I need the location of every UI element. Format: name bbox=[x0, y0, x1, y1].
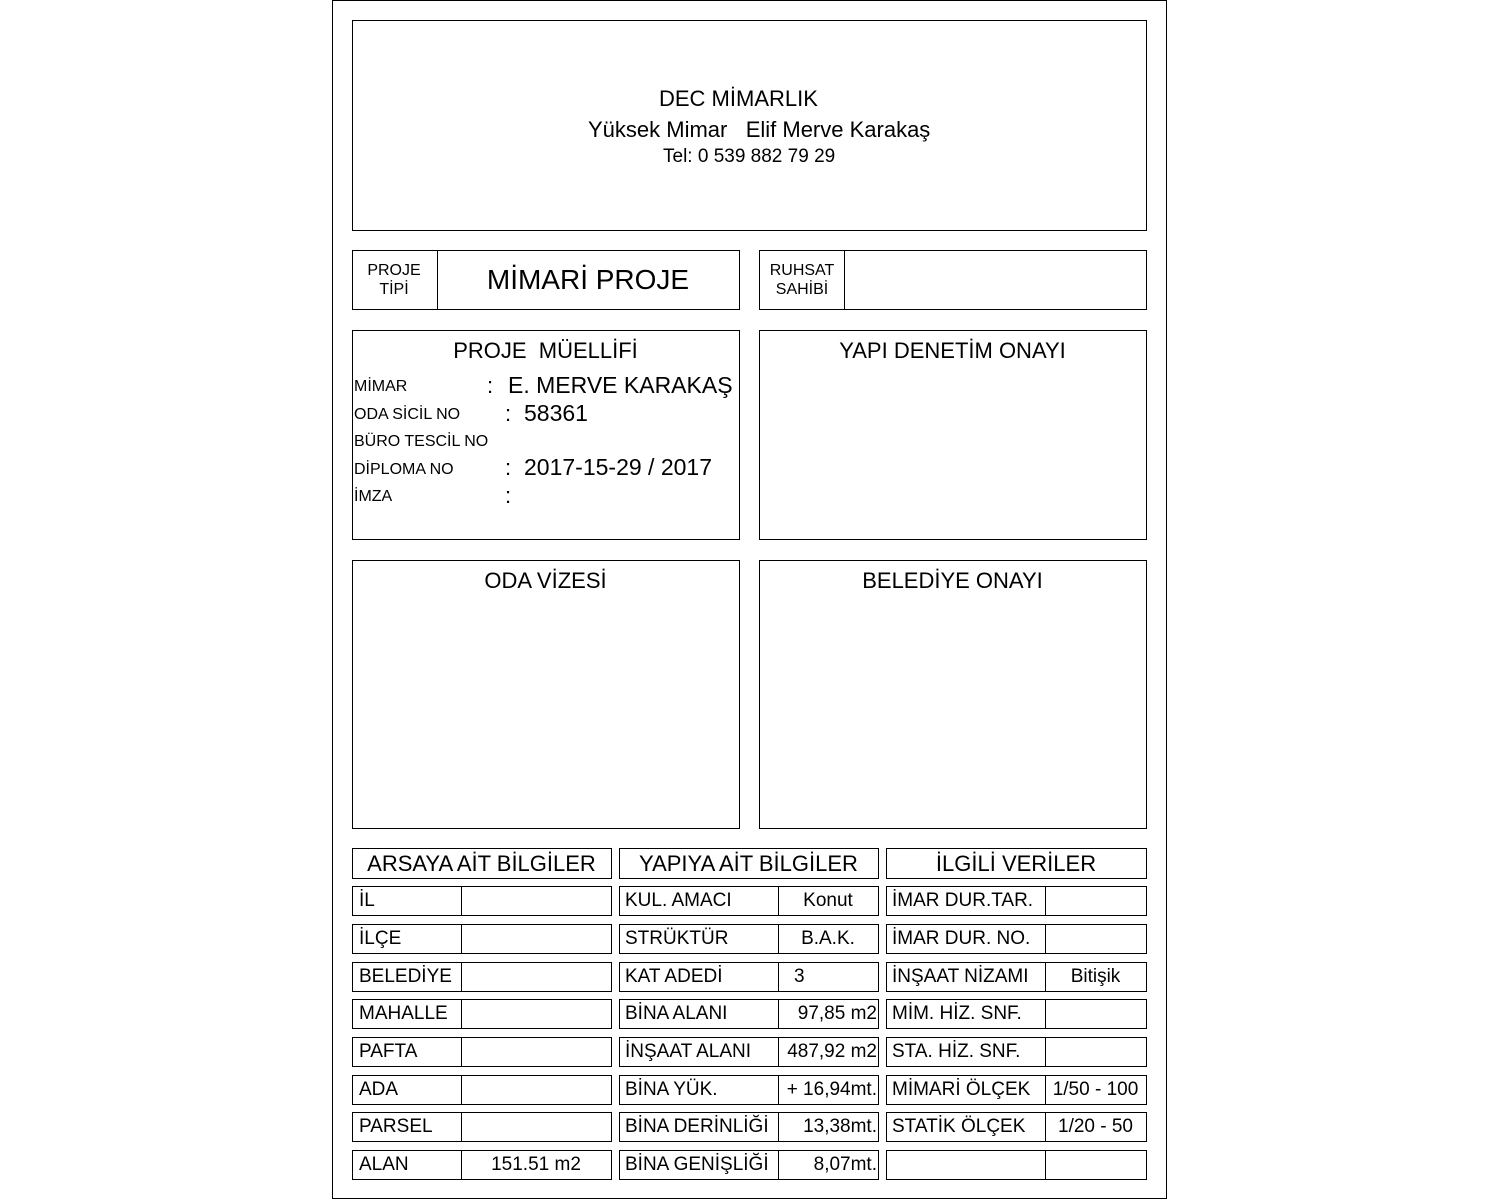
imza-label: İMZA bbox=[354, 488, 393, 505]
yapi-denetim-box bbox=[759, 330, 1147, 540]
mimar-value: E. MERVE KARAKAŞ bbox=[508, 372, 733, 398]
oda-vizesi-title: ODA VİZESİ bbox=[484, 568, 607, 593]
row-label: MİM. HİZ. SNF. bbox=[892, 1003, 1022, 1024]
permit-owner-label-2: SAHİBİ bbox=[775, 281, 829, 298]
oda-vizesi-box bbox=[352, 560, 740, 829]
imza-colon: : bbox=[505, 483, 512, 508]
row-label: İMAR DUR.TAR. bbox=[892, 890, 1034, 911]
row-value: Konut bbox=[803, 890, 853, 911]
ilgili-table-title-box bbox=[886, 848, 1147, 879]
table-row bbox=[352, 1075, 612, 1105]
divider bbox=[461, 1000, 462, 1028]
buro-tescil-label: BÜRO TESCİL NO bbox=[354, 433, 489, 450]
diploma-value: 2017-15-29 / 2017 bbox=[524, 454, 712, 480]
mimar-colon: : bbox=[487, 373, 494, 398]
table-row bbox=[352, 999, 612, 1029]
header-box bbox=[352, 20, 1147, 231]
row-value: 13,38mt. bbox=[803, 1116, 877, 1137]
divider bbox=[1045, 1151, 1046, 1179]
divider bbox=[1045, 925, 1046, 953]
row-value: + 16,94mt. bbox=[786, 1079, 877, 1100]
table-row bbox=[352, 1150, 612, 1180]
row-value: 97,85 m2 bbox=[797, 1003, 877, 1024]
table-row bbox=[619, 962, 879, 992]
row-label: BİNA ALANI bbox=[625, 1003, 728, 1024]
yapi-table-title-box bbox=[619, 848, 879, 879]
mimar-label: MİMAR bbox=[354, 378, 408, 395]
phone-number: Tel: 0 539 882 79 29 bbox=[663, 146, 836, 167]
table-row bbox=[886, 999, 1147, 1029]
table-row bbox=[619, 999, 879, 1029]
oda-sicil-colon: : bbox=[505, 401, 512, 426]
table-row bbox=[886, 924, 1147, 954]
table-row bbox=[886, 1150, 1147, 1180]
row-value: Bitişik bbox=[1070, 966, 1121, 987]
oda-sicil-label: ODA SİCİL NO bbox=[354, 406, 461, 423]
table-row bbox=[886, 1037, 1147, 1067]
divider bbox=[1045, 1000, 1046, 1028]
row-label: ADA bbox=[359, 1079, 399, 1100]
row-value: 151.51 m2 bbox=[491, 1154, 581, 1175]
table-row bbox=[619, 924, 879, 954]
row-value: 8,07mt. bbox=[813, 1154, 877, 1175]
ilgili-table-title: İLGİLİ VERİLER bbox=[935, 851, 1097, 876]
row-label: STATİK ÖLÇEK bbox=[892, 1116, 1026, 1137]
project-type-box bbox=[352, 250, 740, 310]
table-row bbox=[619, 1037, 879, 1067]
row-label: ALAN bbox=[359, 1154, 409, 1175]
row-label: STA. HİZ. SNF. bbox=[892, 1041, 1021, 1062]
project-author-title: PROJE MÜELLİFİ bbox=[453, 338, 638, 363]
row-label: İNŞAAT ALANI bbox=[625, 1041, 752, 1062]
table-row bbox=[886, 1112, 1147, 1142]
permit-owner-label-1: RUHSAT bbox=[769, 262, 835, 279]
arsa-table-title: ARSAYA AİT BİLGİLER bbox=[367, 851, 596, 876]
row-value: 1/20 - 50 bbox=[1058, 1116, 1133, 1137]
row-label: BELEDİYE bbox=[359, 966, 452, 987]
belediye-onayi-box bbox=[759, 560, 1147, 829]
divider bbox=[461, 887, 462, 915]
row-value: B.A.K. bbox=[801, 928, 855, 949]
yapi-denetim-title: YAPI DENETİM ONAYI bbox=[839, 338, 1066, 363]
table-row bbox=[886, 1075, 1147, 1105]
table-row bbox=[619, 886, 879, 916]
row-label: STRÜKTÜR bbox=[625, 928, 729, 949]
project-type-label-2: TİPİ bbox=[379, 281, 409, 298]
divider bbox=[461, 1038, 462, 1066]
divider bbox=[461, 925, 462, 953]
table-row bbox=[352, 1037, 612, 1067]
divider bbox=[461, 1076, 462, 1104]
row-label: BİNA GENİŞLİĞİ bbox=[625, 1154, 769, 1175]
row-label: İLÇE bbox=[359, 928, 402, 949]
row-label: MAHALLE bbox=[359, 1003, 448, 1024]
row-label: İL bbox=[359, 890, 375, 911]
table-row bbox=[886, 962, 1147, 992]
project-type-value: MİMARİ PROJE bbox=[486, 264, 690, 295]
row-value: 3 bbox=[794, 966, 805, 987]
row-label: BİNA YÜK. bbox=[625, 1079, 718, 1100]
table-row bbox=[619, 1112, 879, 1142]
table-row bbox=[352, 1112, 612, 1142]
divider bbox=[1045, 887, 1046, 915]
row-label: KAT ADEDİ bbox=[625, 966, 723, 987]
row-label: İMAR DUR. NO. bbox=[892, 928, 1031, 949]
divider bbox=[844, 251, 845, 309]
permit-owner-box bbox=[759, 250, 1147, 310]
project-author-box bbox=[352, 330, 740, 540]
row-label: KUL. AMACI bbox=[625, 890, 732, 911]
company-name: DEC MİMARLIK bbox=[659, 86, 818, 111]
table-row bbox=[352, 962, 612, 992]
row-label: PAFTA bbox=[359, 1041, 418, 1062]
divider bbox=[461, 963, 462, 991]
oda-sicil-value: 58361 bbox=[524, 400, 588, 426]
row-label: BİNA DERİNLİĞİ bbox=[625, 1116, 769, 1137]
arsa-table-title-box bbox=[352, 848, 612, 879]
table-row bbox=[352, 924, 612, 954]
row-label: MİMARİ ÖLÇEK bbox=[892, 1079, 1031, 1100]
diploma-label: DİPLOMA NO bbox=[354, 461, 454, 478]
table-row bbox=[619, 1075, 879, 1105]
row-value: 1/50 - 100 bbox=[1052, 1079, 1139, 1100]
divider bbox=[778, 963, 779, 991]
row-label: PARSEL bbox=[359, 1116, 433, 1137]
belediye-onayi-title: BELEDİYE ONAYI bbox=[862, 568, 1043, 593]
architect-line: Yüksek Mimar Elif Merve Karakaş bbox=[588, 117, 931, 142]
table-row bbox=[352, 886, 612, 916]
row-value: 487,92 m2 bbox=[787, 1041, 877, 1062]
divider bbox=[461, 1113, 462, 1141]
diploma-colon: : bbox=[505, 455, 512, 480]
project-type-label-1: PROJE bbox=[367, 262, 421, 279]
yapi-table-title: YAPIYA AİT BİLGİLER bbox=[639, 851, 858, 876]
divider bbox=[1045, 1038, 1046, 1066]
row-label: İNŞAAT NİZAMI bbox=[892, 966, 1029, 987]
table-row bbox=[886, 886, 1147, 916]
table-row bbox=[619, 1150, 879, 1180]
